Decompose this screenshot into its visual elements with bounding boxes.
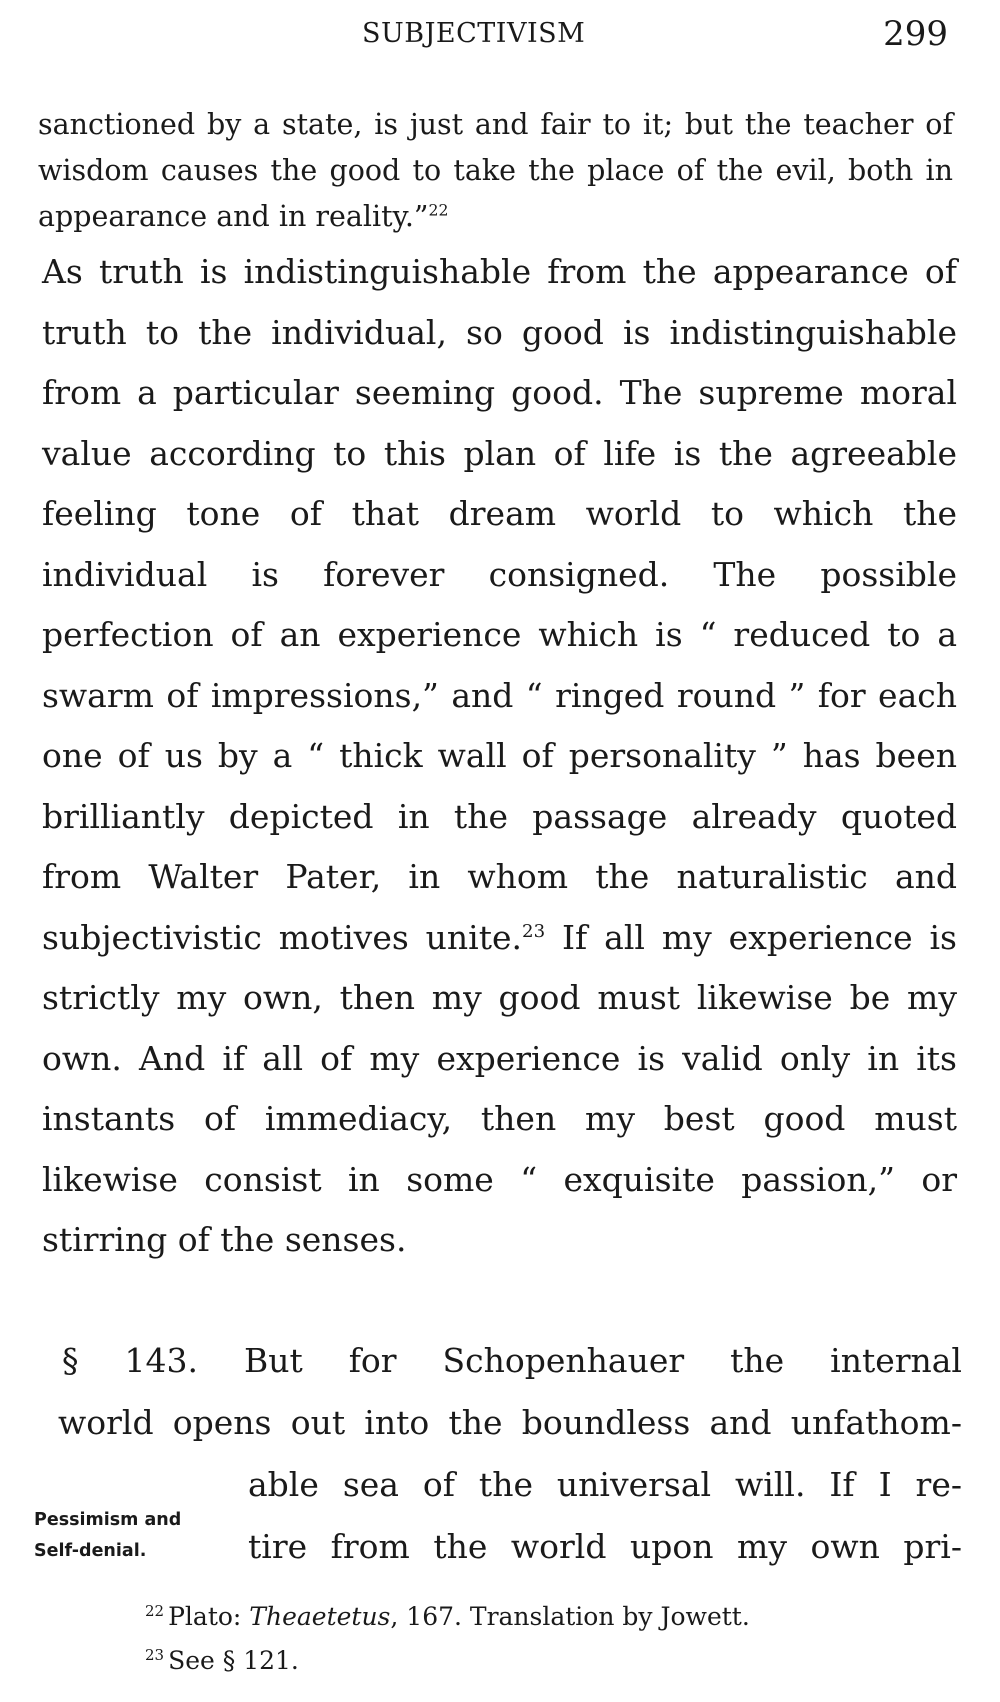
footnote-ref-23[interactable]: 23 <box>522 920 546 942</box>
margin-note <box>34 1505 224 1567</box>
footnote-title: Theaetetus <box>249 1602 391 1631</box>
paragraph-text-a: As truth is indistinguishable from the appearance of truth to the individual, so good is indistinguishable from a particular seeming good. The supreme moral value according to this plan of life is the agreeable feeling tone of that dream world to which the individual is forever consigned. The possible perfection of an experience which is “ reduced to a swarm of impressions,” and “ ringed round ” for each one of us by a “ thick wall of personality ” has been brilliantly depicted in the passage already quoted from Walter Pater, in whom the naturalistic and subjectivistic motives unite. <box>42 252 957 957</box>
body-paragraph <box>42 242 957 1271</box>
running-title: SUBJECTIVISM <box>362 18 586 49</box>
quote-block <box>38 102 953 240</box>
page-number: 299 <box>883 14 948 54</box>
footnote-mark: 23 <box>145 1645 165 1664</box>
footnote-mark: 22 <box>145 1601 165 1620</box>
section-line: § 143. But for Schopenhauer the internal <box>62 1341 962 1380</box>
page-header <box>0 14 1000 68</box>
footnote-ref-22[interactable]: 22 <box>428 200 449 220</box>
margin-note-line: Pessimism and <box>34 1510 182 1530</box>
footnote-prefix: See § 121. <box>168 1646 299 1675</box>
footnote-prefix: Plato: <box>168 1602 250 1631</box>
footnote-22 <box>145 1595 965 1639</box>
footnote-23 <box>145 1639 965 1683</box>
footnotes <box>145 1595 965 1683</box>
margin-note-line: Self-denial. <box>34 1541 147 1561</box>
section-line: able sea of the universal will. If I re- <box>248 1465 962 1504</box>
section-line: world opens out into the boundless and unfathom- <box>58 1403 962 1442</box>
footnote-suffix: , 167. Translation by Jowett. <box>390 1602 750 1631</box>
quote-text: sanctioned by a state, is just and fair to it; but the teacher of wisdom causes the good to take the place of the evil, both in appearance and in reality.” <box>38 108 953 233</box>
paragraph-text-b: If all my experience is strictly my own, then my good must likewise be my own. And if all of my experience is valid only in its instants of immediacy, then my best good must likewise consist in some “ exquisite passion,” or stirring of the senses. <box>42 917 957 1259</box>
section-line: tire from the world upon my own pri- <box>248 1527 962 1566</box>
